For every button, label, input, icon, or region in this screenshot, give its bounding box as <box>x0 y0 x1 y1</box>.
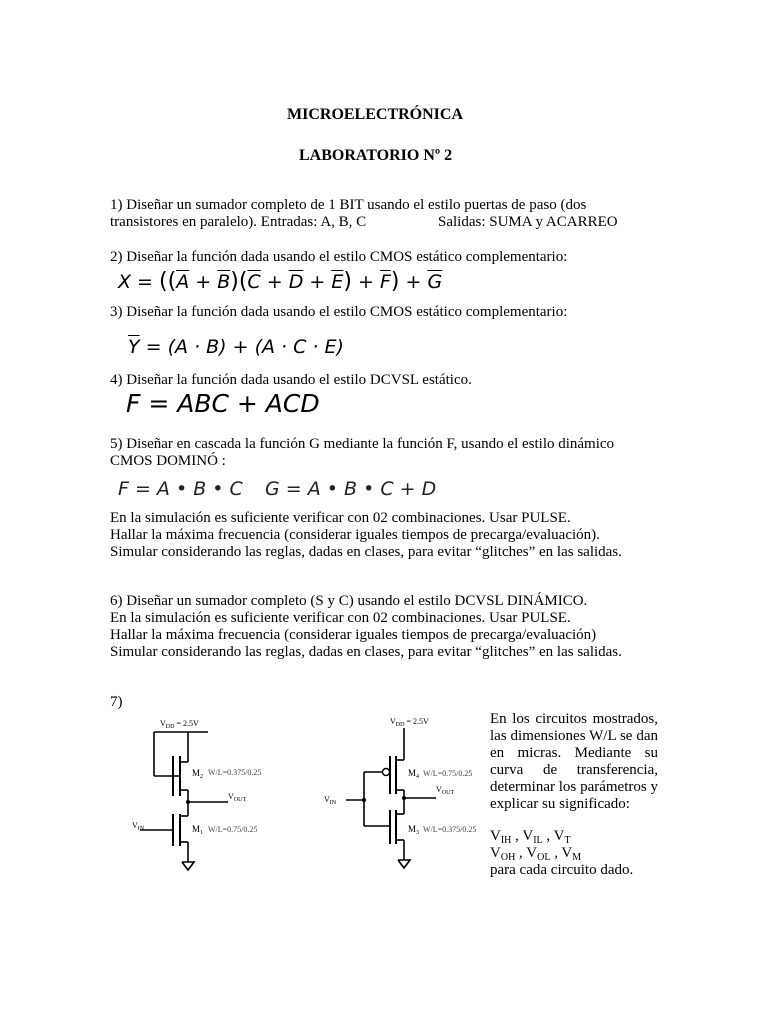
ground-symbol-2 <box>398 860 410 868</box>
m4-wl: W/L=0.75/0.25 <box>423 769 473 778</box>
problem-5-line1: 5) Diseñar en cascada la función G mediante la función F, usando el estilo dinámico <box>110 436 615 452</box>
problem-3-text: 3) Diseñar la función dada usando el estilo CMOS estático complementario: <box>110 304 568 320</box>
m1-label: $M_1$ <box>192 824 204 836</box>
m1-wl: W/L=0.75/0.25 <box>208 825 258 834</box>
circuit-1-nmos-inverter <box>120 712 280 872</box>
problem-6-line1: 6) Diseñar un sumador completo (S y C) usando el estilo DCVSL DINÁMICO. <box>110 593 588 609</box>
vin-label: $V_{IN}$ <box>132 821 145 832</box>
vdd-label: $V_{DD} = 2.5V$ <box>160 719 199 730</box>
m2-wl: W/L=0.375/0.25 <box>208 768 262 777</box>
params-line-1: $V_{IH}$ , $V_{IL}$ , $V_T$ <box>490 828 571 846</box>
m3-wl: W/L=0.375/0.25 <box>423 825 477 834</box>
problem-7-desc2: Mediante su curva de transferencia, determinar los parámetros y explicar su significado: <box>490 745 658 812</box>
problem-6-line4: Simular considerando las reglas, dadas en clases, para evitar “glitches” en las salidas. <box>110 644 622 660</box>
page-subtitle: LABORATORIO Nº 2 <box>299 147 453 164</box>
problem-6-line2: En la simulación es suficiente verificar con 02 combinaciones. Usar PULSE. <box>110 610 571 626</box>
problem-5-note1: En la simulación es suficiente verificar con 02 combinaciones. Usar PULSE. <box>110 510 571 526</box>
equation-y: $\overline{Y} = (A \cdot B) + (A \cdot C \cdot E)$ <box>128 336 344 358</box>
problem-5-note2: Hallar la máxima frecuencia (considerar iguales tiempos de precarga/evaluación). <box>110 527 600 543</box>
params-line-2: $V_{OH}$ , $V_{OL}$ , $V_M$ <box>490 845 582 863</box>
problem-7-desc1: En los circuitos mostrados, las dimensiones W/L se dan en micras. <box>490 711 658 761</box>
m2-label: $M_2$ <box>192 768 204 780</box>
problem-6-line3: Hallar la máxima frecuencia (considerar iguales tiempos de precarga/evaluación) <box>110 627 597 643</box>
problem-4-text: 4) Diseñar la función dada usando el estilo DCVSL estático. <box>110 372 472 388</box>
vout-label-2: $V_{OUT}$ <box>436 785 455 796</box>
problem-7-label: 7) <box>110 694 123 710</box>
problem-1-line1: 1) Diseñar un sumador completo de 1 BIT usando el estilo puertas de paso (dos <box>110 197 587 213</box>
vout-label: $V_{OUT}$ <box>228 792 247 803</box>
problem-5-line2: CMOS DOMINÓ : <box>110 453 226 469</box>
ground-symbol <box>182 862 194 870</box>
circuit-2-cmos-inverter <box>320 710 480 872</box>
equation-f-dcvsl: F = ABC + ACD <box>126 389 320 418</box>
vin-label-2: $V_{IN}$ <box>324 795 337 806</box>
problem-5-note3: Simular considerando las reglas, dadas en clases, para evitar “glitches” en las salidas. <box>110 544 622 560</box>
problem-7-desc3: para cada circuito dado. <box>490 862 634 878</box>
problem-7-description <box>490 711 658 813</box>
m3-label: $M_3$ <box>408 824 420 836</box>
problem-1-line2a: transistores en paralelo). Entradas: A, B, C <box>110 214 367 230</box>
vdd-label-2: $V_{DD} = 2.5V$ <box>390 717 429 728</box>
equation-x: $X = ((\overline{A} + \overline{B})(\overline{C} + \overline{D} + \overline{E}) + \overline{F}) + \overline{G}$ <box>118 269 443 294</box>
equation-f-domino: F = A • B • C <box>118 478 243 500</box>
pmos-bubble <box>383 769 390 776</box>
page-title: MICROELECTRÓNICA <box>287 106 464 123</box>
m4-label: $M_4$ <box>408 768 420 780</box>
problem-1-line2b: Salidas: SUMA y ACARREO <box>438 214 618 230</box>
problem-2-text: 2) Diseñar la función dada usando el estilo CMOS estático complementario: <box>110 249 568 265</box>
equation-g-domino: G = A • B • C + D <box>265 478 437 500</box>
